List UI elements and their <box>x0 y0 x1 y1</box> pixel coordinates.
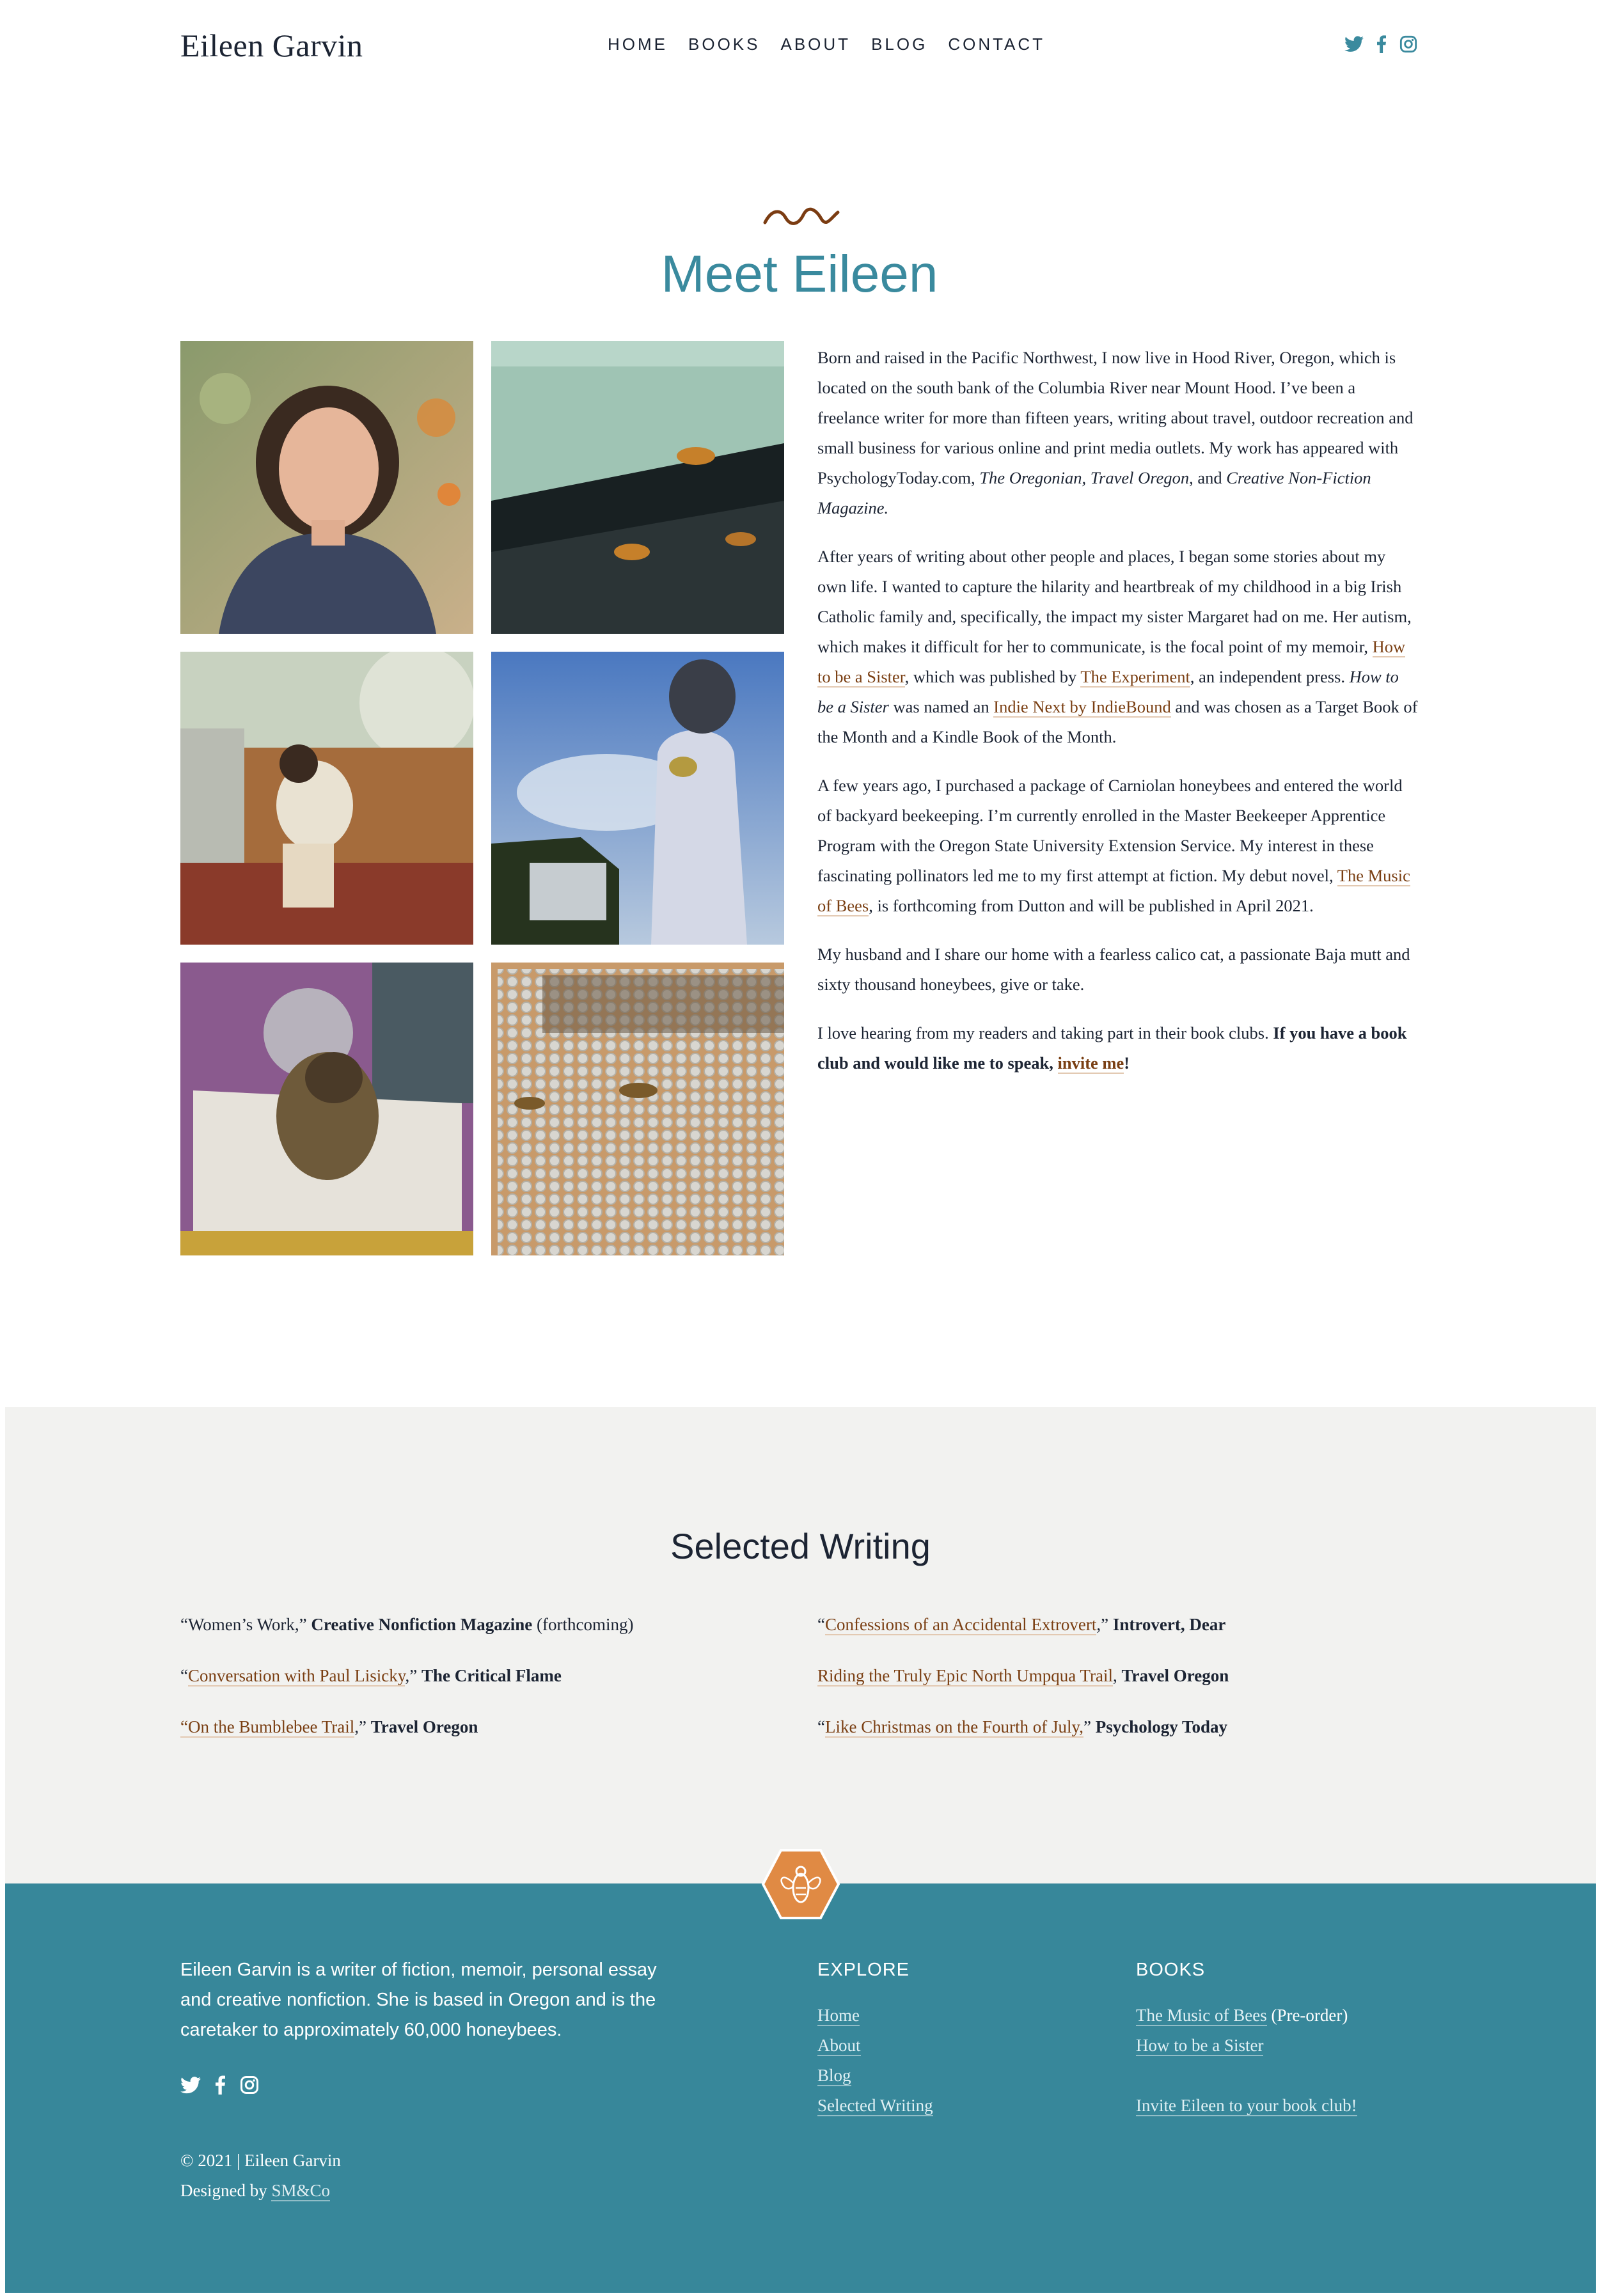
writing-link[interactable]: Confessions of an Accidental Extrovert <box>824 1615 1097 1634</box>
footer-link-book-club[interactable]: Invite Eileen to your book club! <box>1136 2096 1357 2115</box>
bio-paragraph: My husband and I share our home with a fearless calico cat, a passionate Baja mutt and sixty thousand honeybees, give or take. <box>817 945 1410 994</box>
footer-link-blog[interactable]: Blog <box>817 2066 851 2085</box>
bio-paragraph: A few years ago, I purchased a package of Carniolan honeybees and entered the world of backyard beekeeping. I’m currently enrolled in the Master Beekeeper Apprentice Program with the Oregon State University Extension Service. My interest in these fascinating pollinators led me to my first attempt at fiction. My debut novel, The Music of Bees, is forthcoming from Dutton and will be published in April 2021. <box>817 776 1410 915</box>
footer-copyright: © 2021 | Eileen Garvin Designed by SM&Co <box>180 2151 341 2200</box>
nav-books[interactable]: BOOKS <box>688 35 760 54</box>
footer-explore-column <box>817 1955 933 2121</box>
invite-me-link[interactable]: invite me <box>1057 1053 1124 1073</box>
page-title: Meet Eileen <box>661 245 938 303</box>
nav-contact[interactable]: CONTACT <box>948 35 1046 54</box>
writing-link[interactable]: Conversation with Paul Lisicky <box>187 1666 406 1685</box>
footer-books-title: BOOKS <box>1136 1960 1206 1980</box>
indie-next-link[interactable]: Indie Next by IndieBound <box>993 697 1171 716</box>
how-to-be-a-sister-link[interactable]: How to be a Sister <box>817 637 1406 686</box>
footer-explore-title: EXPLORE <box>817 1960 910 1980</box>
footer-link-how-to-be-a-sister[interactable]: How to be a Sister <box>1136 2036 1264 2055</box>
the-experiment-link[interactable]: The Experiment <box>1080 667 1190 686</box>
beehive-entrance-photo <box>491 341 784 634</box>
nav-about[interactable]: ABOUT <box>780 35 851 54</box>
nav-blog[interactable]: BLOG <box>871 35 928 54</box>
selected-writing-section <box>5 1407 1596 1883</box>
writing-link[interactable]: Like Christmas on the Fourth of July, <box>824 1717 1083 1736</box>
site-logo[interactable]: Eileen Garvin <box>180 28 363 63</box>
main-nav <box>608 35 1045 54</box>
bio-paragraph: Born and raised in the Pacific Northwest, I now live in Hood River, Oregon, which is located on the south bank of the Columbia River near Mount Hood. I’ve been a freelance writer for more than fifteen years, writing about travel, outdoor recreation and small business for various online and print media outlets. My work has appeared with PsychologyToday.com, The Oregonian, Travel Oregon, and Creative Non-Fiction Magazine. <box>817 348 1414 517</box>
music-of-bees-link[interactable]: The Music of Bees <box>817 866 1410 915</box>
writing-link[interactable]: Riding the Truly Epic North Umpqua Trail <box>817 1666 1114 1685</box>
header-social-links <box>1344 35 1417 53</box>
squiggle-ornament-icon <box>762 203 840 229</box>
twitter-icon[interactable] <box>1344 36 1364 52</box>
instagram-icon[interactable] <box>240 2075 259 2098</box>
bio-paragraph: After years of writing about other people and places, I began some stories about my own life. I wanted to capture the hilarity and heartbreak of my childhood in a big Irish Catholic family and, specifically, the impact my sister Margaret had on me. Her autism, which makes it difficult for her to communicate, is the focal point of my memoir, How to be a Sister, which was published by The Experiment, an independent press. How to be a Sister was named an Indie Next by IndieBound and was chosen as a Target Book of the Month and a Kindle Book of the Month. <box>817 547 1418 746</box>
selected-writing-title: Selected Writing <box>670 1526 931 1566</box>
bio-paragraph: I love hearing from my readers and taking part in their book clubs. If you have a book club and would like me to speak, invite me! <box>817 1023 1407 1073</box>
nav-home[interactable]: HOME <box>608 35 668 54</box>
footer-social-links <box>180 2075 259 2098</box>
instagram-icon[interactable] <box>1399 35 1417 53</box>
writing-item: Riding the Truly Epic North Umpqua Trail, Travel Oregon <box>817 1666 1229 1685</box>
writing-item: “Confessions of an Accidental Extrovert,” Introvert, Dear <box>817 1615 1226 1634</box>
selected-writing-left-column <box>180 1612 634 1765</box>
honeycomb-photo <box>491 963 784 1255</box>
site-header <box>0 0 1599 93</box>
twitter-icon[interactable] <box>180 2077 201 2097</box>
woman-with-dog-photo <box>180 652 473 945</box>
footer-books-column: BOOKS The Music of Bees (Pre-order) How to be a Sister Invite Eileen to your book club! <box>1136 1955 1357 2121</box>
writing-item: “Like Christmas on the Fourth of July,” Psychology Today <box>817 1717 1228 1736</box>
bee-hexagon-icon <box>761 1848 840 1920</box>
bio-text <box>817 343 1419 1097</box>
footer-link-about[interactable]: About <box>817 2036 861 2055</box>
site-footer <box>5 1883 1596 2293</box>
portrait-photo <box>180 341 473 634</box>
facebook-icon[interactable] <box>1376 35 1387 53</box>
selected-writing-right-column <box>817 1612 1229 1765</box>
writing-item: “Conversation with Paul Lisicky,” The Critical Flame <box>180 1666 562 1685</box>
footer-about-text: Eileen Garvin is a writer of fiction, memoir, personal essay and creative nonfiction. She is based in Oregon and is the caretaker to approximately 60,000 honeybees. <box>180 1960 657 2040</box>
writing-item: “On the Bumblebee Trail,” Travel Oregon <box>180 1717 478 1736</box>
footer-link-music-of-bees[interactable]: The Music of Bees <box>1136 2006 1267 2025</box>
writing-item: “Women’s Work,” Creative Nonfiction Magazine (forthcoming) <box>180 1615 634 1634</box>
facebook-icon[interactable] <box>215 2075 226 2098</box>
writing-link[interactable]: “On the Bumblebee Trail <box>180 1717 355 1736</box>
cat-on-chair-photo <box>180 963 473 1255</box>
footer-link-home[interactable]: Home <box>817 2006 860 2025</box>
beekeeper-suit-photo <box>491 652 784 945</box>
designer-link[interactable]: SM&Co <box>271 2181 331 2200</box>
footer-link-selected-writing[interactable]: Selected Writing <box>817 2096 933 2115</box>
